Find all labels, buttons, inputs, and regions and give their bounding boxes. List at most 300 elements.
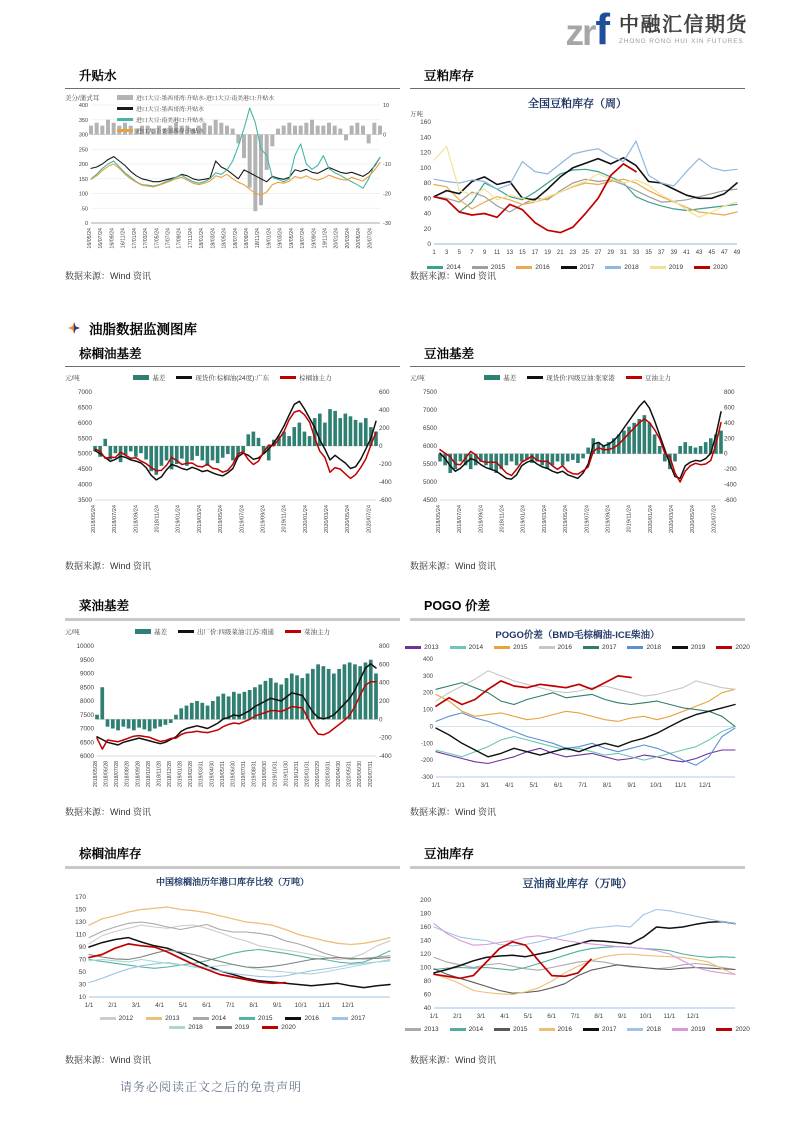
svg-text:3500: 3500	[77, 497, 92, 504]
svg-text:2018/07/28: 2018/07/28	[114, 761, 121, 787]
svg-text:350: 350	[78, 117, 88, 124]
svg-text:12/1: 12/1	[686, 1013, 699, 1020]
svg-text:8/1: 8/1	[594, 1013, 604, 1020]
legend-item: 2020	[716, 1026, 749, 1033]
legend-item: 进口大豆:南美港口:升贴水	[117, 115, 204, 124]
svg-text:41: 41	[683, 250, 690, 256]
data-source	[410, 805, 496, 818]
svg-text:6500: 6500	[77, 404, 92, 412]
svg-text:60: 60	[423, 195, 431, 203]
logo-mark	[565, 5, 610, 54]
legend-item: 豆油主力	[626, 373, 671, 382]
svg-text:2020/01/24: 2020/01/24	[647, 505, 654, 533]
svg-text:400: 400	[724, 419, 735, 427]
legend-item: 进口大豆:墨西哥湾:升贴水-进口大豆:南美港口:升贴水	[117, 93, 274, 102]
legend-item: 2017	[332, 1015, 365, 1022]
svg-text:5000: 5000	[422, 479, 437, 486]
svg-text:17/07/24: 17/07/24	[165, 228, 172, 249]
svg-text:4/1: 4/1	[505, 782, 514, 789]
svg-text:10000: 10000	[76, 643, 94, 650]
svg-text:6/1: 6/1	[202, 1002, 212, 1009]
data-source	[410, 269, 496, 282]
svg-text:1: 1	[432, 250, 436, 256]
svg-text:5500: 5500	[77, 435, 92, 443]
svg-text:170: 170	[75, 894, 86, 901]
svg-text:7500: 7500	[422, 389, 437, 396]
svg-text:2020/01/31: 2020/01/31	[304, 761, 311, 787]
svg-text:9/1: 9/1	[617, 1013, 627, 1020]
svg-text:2018/06/28: 2018/06/28	[103, 761, 110, 787]
svg-text:150: 150	[75, 906, 86, 914]
svg-text:9: 9	[482, 250, 487, 256]
axis-unit-label: 元/吨	[65, 629, 80, 636]
svg-text:49: 49	[733, 250, 741, 256]
legend-item: 2016	[285, 1015, 318, 1022]
legend-item: 2015	[494, 644, 527, 651]
svg-text:2020/04/30: 2020/04/30	[336, 761, 343, 787]
svg-text:18/11/24: 18/11/24	[255, 228, 262, 249]
svg-text:600: 600	[379, 661, 390, 669]
svg-text:19/07/24: 19/07/24	[300, 227, 307, 249]
svg-text:2020/01/24: 2020/01/24	[302, 505, 309, 533]
legend-item: 2014	[450, 1026, 483, 1033]
svg-text:17/01/24: 17/01/24	[131, 228, 138, 249]
svg-text:2019/05/24: 2019/05/24	[563, 505, 570, 533]
svg-text:2020/03/24: 2020/03/24	[324, 505, 331, 533]
legend	[65, 627, 400, 636]
chart-palm-basis	[65, 373, 400, 552]
svg-text:2018/07/24: 2018/07/24	[112, 505, 119, 533]
chart-heading-palm-basis: 棕榈油基差	[65, 344, 400, 367]
svg-text:160: 160	[420, 924, 431, 931]
data-source	[65, 805, 151, 818]
svg-text:17/03/24: 17/03/24	[143, 228, 150, 249]
axis-unit-label: 元/吨	[410, 375, 425, 382]
legend-item: 2016	[516, 264, 549, 271]
data-source-text: 数据来源：Wind 资讯	[65, 807, 152, 817]
svg-text:1/1: 1/1	[431, 782, 441, 789]
legend	[65, 373, 400, 382]
legend-item: 基差	[133, 373, 165, 382]
chart-title: 全国豆粕库存（周）	[528, 98, 627, 110]
chart-block-palm-basis	[65, 344, 400, 572]
plot-area	[410, 114, 745, 262]
svg-text:600: 600	[379, 389, 390, 396]
svg-text:100: 100	[422, 707, 433, 714]
svg-text:130: 130	[75, 919, 86, 926]
svg-text:19/01/24: 19/01/24	[266, 228, 273, 249]
chart-rapeoil-basis	[65, 627, 400, 814]
legend-item: 2019	[216, 1024, 249, 1031]
data-source-text: 数据来源：Wind 资讯	[410, 561, 497, 571]
svg-text:10: 10	[78, 994, 86, 1001]
svg-text:-30: -30	[383, 221, 391, 227]
svg-text:16/05/24: 16/05/24	[87, 228, 93, 249]
axis-unit-label: 元/吨	[65, 375, 80, 382]
svg-text:10/1: 10/1	[639, 1013, 652, 1020]
svg-text:-600: -600	[724, 497, 737, 504]
legend	[410, 1026, 750, 1033]
svg-text:-300: -300	[420, 775, 433, 781]
chart-title: POGO价差（BMD毛棕榈油-ICE柴油）	[495, 630, 660, 641]
svg-text:800: 800	[724, 389, 735, 396]
svg-text:40: 40	[423, 1005, 431, 1012]
svg-text:17: 17	[531, 250, 539, 256]
disclaimer-text: 请务必阅读正文之后的免责声明	[120, 1080, 303, 1094]
chart-block-palm-stock	[65, 844, 400, 1066]
svg-text:2020/03/24: 2020/03/24	[669, 505, 676, 533]
svg-text:29: 29	[607, 250, 615, 256]
svg-text:100: 100	[78, 191, 88, 198]
svg-text:19/11/24: 19/11/24	[322, 228, 329, 249]
svg-text:200: 200	[420, 897, 431, 904]
data-source-text: 数据来源：Wind 资讯	[410, 1055, 497, 1065]
svg-text:20/05/24: 20/05/24	[356, 228, 363, 249]
legend-item: 2018	[605, 264, 638, 271]
svg-text:3: 3	[444, 250, 449, 256]
svg-text:20/01/24: 20/01/24	[333, 228, 340, 249]
legend-item: 2014	[450, 644, 483, 651]
legend-item: 2019	[650, 264, 683, 271]
svg-text:2019/07/24: 2019/07/24	[239, 505, 246, 533]
chart-soyoil-stock	[410, 875, 750, 1033]
svg-text:25: 25	[582, 250, 589, 256]
data-source-text: 数据来源：Wind 资讯	[65, 1055, 152, 1065]
svg-text:2019/08/31: 2019/08/31	[251, 761, 258, 787]
svg-text:2020/07/31: 2020/07/31	[367, 761, 374, 787]
legend-item: 基差	[484, 373, 516, 382]
svg-text:400: 400	[379, 407, 390, 414]
svg-text:2020/03/31: 2020/03/31	[325, 761, 332, 787]
data-source	[65, 269, 151, 282]
data-source-text: 数据来源：Wind 资讯	[410, 271, 497, 281]
legend	[83, 1015, 383, 1031]
svg-text:7500: 7500	[79, 711, 94, 719]
svg-text:140: 140	[420, 134, 431, 142]
chart-block-soymeal-stock	[410, 66, 745, 282]
chart-heading-premium: 升贴水	[65, 66, 400, 89]
svg-text:18/05/24: 18/05/24	[221, 228, 228, 249]
legend-item: 2012	[100, 1015, 133, 1022]
legend-item: 2018	[169, 1024, 202, 1031]
svg-text:6000: 6000	[77, 419, 92, 427]
legend-item: 2014	[193, 1015, 226, 1022]
svg-text:2019/05/31: 2019/05/31	[219, 761, 226, 787]
svg-text:7: 7	[470, 250, 474, 256]
svg-text:180: 180	[420, 910, 431, 918]
legend-item: 2017	[583, 644, 616, 651]
svg-text:2019/12/31: 2019/12/31	[293, 761, 300, 787]
svg-text:19/03/24: 19/03/24	[277, 228, 284, 249]
svg-text:2018/09/28: 2018/09/28	[135, 761, 142, 787]
svg-text:2019/09/24: 2019/09/24	[605, 505, 612, 533]
svg-text:2018/09/24: 2018/09/24	[133, 505, 140, 533]
svg-text:20/03/24: 20/03/24	[344, 228, 351, 249]
legend-item: 2016	[539, 644, 572, 651]
svg-text:8/1: 8/1	[249, 1002, 259, 1009]
svg-text:2019/05/24: 2019/05/24	[218, 505, 225, 533]
svg-text:6/1: 6/1	[553, 782, 563, 789]
svg-text:-100: -100	[420, 741, 433, 748]
svg-text:1/1: 1/1	[84, 1002, 94, 1009]
svg-text:2018/11/28: 2018/11/28	[156, 761, 163, 787]
svg-text:4000: 4000	[77, 481, 92, 489]
svg-text:3/1: 3/1	[480, 782, 490, 789]
svg-text:17/11/24: 17/11/24	[187, 228, 194, 249]
svg-text:9/1: 9/1	[272, 1002, 282, 1009]
legend	[410, 373, 745, 382]
legend-item: 现货价:四级豆油:张家港	[527, 373, 615, 382]
svg-text:0: 0	[84, 221, 88, 227]
svg-text:300: 300	[78, 132, 88, 139]
svg-text:50: 50	[81, 206, 88, 213]
legend-item: 2014	[427, 264, 460, 271]
svg-text:9/1: 9/1	[627, 782, 637, 789]
svg-text:200: 200	[379, 425, 390, 432]
svg-text:0: 0	[383, 132, 387, 139]
svg-text:12/1: 12/1	[341, 1002, 354, 1009]
data-source-text: 数据来源：Wind 资讯	[65, 561, 152, 571]
svg-text:2019/01/24: 2019/01/24	[175, 505, 182, 533]
svg-text:7/1: 7/1	[578, 782, 588, 789]
svg-text:6000: 6000	[422, 443, 437, 450]
chart-heading-pogo-spread: POGO 价差	[410, 596, 745, 621]
logo-zr-text: zr	[565, 11, 595, 53]
svg-text:21: 21	[556, 250, 564, 256]
svg-text:3/1: 3/1	[476, 1013, 486, 1020]
svg-text:47: 47	[721, 250, 728, 256]
svg-text:2018/08/28: 2018/08/28	[124, 761, 131, 787]
svg-text:2/1: 2/1	[456, 782, 465, 789]
svg-text:11/1: 11/1	[318, 1002, 331, 1009]
legend-item: 2017	[561, 264, 594, 271]
chart-heading-soymeal-stock: 豆粕库存	[410, 66, 745, 89]
svg-text:2019/02/28: 2019/02/28	[188, 761, 195, 787]
svg-text:2018/05/28: 2018/05/28	[93, 761, 99, 787]
svg-text:60: 60	[423, 991, 431, 999]
plot-area	[65, 384, 400, 552]
svg-text:2020/05/31: 2020/05/31	[346, 761, 353, 787]
svg-text:-200: -200	[420, 758, 433, 765]
svg-text:2019/04/30: 2019/04/30	[209, 761, 216, 787]
svg-text:2019/03/31: 2019/03/31	[198, 761, 205, 787]
svg-text:2019/10/31: 2019/10/31	[272, 761, 279, 787]
svg-text:6500: 6500	[79, 739, 94, 747]
legend-item: 2015	[472, 264, 505, 271]
svg-text:18/01/24: 18/01/24	[199, 228, 206, 249]
legend-item: 2017	[583, 1026, 616, 1033]
svg-text:2020/07/24: 2020/07/24	[366, 505, 373, 533]
svg-text:13: 13	[506, 250, 514, 256]
svg-text:2020/02/29: 2020/02/29	[314, 761, 321, 787]
svg-text:2020/05/24: 2020/05/24	[345, 505, 352, 533]
legend-item: 2018	[627, 1026, 660, 1033]
svg-text:6000: 6000	[79, 753, 94, 760]
company-name-en: ZHONG RONG HUI XIN FUTURES	[619, 38, 744, 46]
data-source	[410, 1053, 496, 1066]
legend-item: 2013	[405, 644, 438, 651]
svg-text:20/07/24: 20/07/24	[367, 228, 374, 249]
legend-item: 2020	[694, 264, 727, 271]
legend-item: 2013	[146, 1015, 179, 1022]
svg-text:43: 43	[695, 250, 703, 256]
svg-text:2019/11/30: 2019/11/30	[283, 761, 290, 787]
svg-text:10/1: 10/1	[650, 782, 663, 789]
svg-text:12/1: 12/1	[698, 782, 712, 789]
svg-text:-200: -200	[379, 734, 392, 742]
svg-text:18/03/24: 18/03/24	[210, 228, 217, 249]
legend-item: 进口大豆:墨西哥湾:升贴水	[117, 104, 204, 113]
svg-text:2019/06/30: 2019/06/30	[230, 761, 237, 787]
svg-text:2/1: 2/1	[108, 1002, 117, 1009]
chart-block-premium	[65, 66, 400, 282]
svg-text:-200: -200	[724, 466, 737, 474]
svg-text:5/1: 5/1	[529, 782, 539, 789]
svg-text:400: 400	[379, 679, 390, 687]
svg-text:2/1: 2/1	[453, 1013, 462, 1020]
svg-text:-400: -400	[379, 479, 392, 486]
svg-text:37: 37	[657, 250, 665, 256]
svg-text:9000: 9000	[79, 670, 94, 678]
legend	[117, 93, 274, 135]
svg-text:120: 120	[420, 149, 431, 157]
svg-text:7000: 7000	[77, 389, 92, 396]
legend-item: 菜油主力	[285, 627, 330, 636]
svg-text:160: 160	[420, 119, 431, 126]
svg-text:5: 5	[457, 250, 461, 256]
plot-area	[410, 384, 745, 552]
svg-text:2018/07/24: 2018/07/24	[457, 505, 464, 533]
svg-text:300: 300	[422, 673, 433, 680]
svg-text:400: 400	[422, 657, 433, 663]
svg-text:19: 19	[544, 250, 551, 256]
axis-unit-label: 万吨	[410, 111, 423, 118]
svg-text:33: 33	[632, 250, 640, 256]
svg-text:0: 0	[379, 443, 383, 450]
svg-text:40: 40	[423, 210, 431, 218]
svg-text:39: 39	[670, 250, 678, 256]
legend-item: 现货价:棕榈油(24度):广东	[176, 373, 269, 382]
svg-text:1/1: 1/1	[429, 1013, 439, 1020]
svg-text:31: 31	[620, 250, 627, 256]
legend	[410, 644, 750, 651]
svg-text:16/07/24: 16/07/24	[98, 228, 105, 249]
svg-text:30: 30	[78, 981, 86, 989]
chart-heading-soyoil-stock: 豆油库存	[410, 844, 745, 869]
svg-text:8/1: 8/1	[602, 782, 612, 789]
svg-text:11: 11	[494, 250, 501, 256]
svg-text:16/11/24: 16/11/24	[120, 228, 127, 249]
svg-text:-400: -400	[379, 753, 392, 760]
svg-text:-20: -20	[383, 191, 391, 198]
legend-item: 基差	[135, 627, 167, 636]
chart-premium-discount	[65, 95, 400, 267]
svg-text:-200: -200	[379, 461, 392, 468]
svg-text:2019/09/30: 2019/09/30	[262, 761, 269, 787]
svg-text:20: 20	[423, 225, 431, 233]
svg-text:2018/05/24: 2018/05/24	[436, 505, 442, 533]
chart-soyoil-basis	[410, 373, 745, 552]
company-name-cn: 中融汇信期货	[619, 14, 748, 37]
svg-text:23: 23	[569, 250, 577, 256]
svg-text:2019/01/28: 2019/01/28	[177, 761, 184, 787]
legend-item: 2019	[672, 1026, 705, 1033]
svg-text:200: 200	[78, 162, 88, 168]
chart-soymeal-stock	[410, 95, 745, 271]
chart-title: 豆油商业库存（万吨）	[522, 878, 633, 890]
legend-item: 进口大豆:美国西岸:升贴水	[117, 126, 204, 135]
legend-item: 2020	[716, 644, 749, 651]
svg-text:6/1: 6/1	[547, 1013, 557, 1020]
chart-heading-soyoil-basis: 豆油基差	[410, 344, 745, 367]
svg-text:0: 0	[379, 716, 383, 724]
svg-text:6500: 6500	[422, 425, 437, 432]
svg-text:7/1: 7/1	[570, 1013, 580, 1020]
svg-text:-400: -400	[724, 481, 737, 489]
svg-text:17/05/24: 17/05/24	[154, 228, 161, 249]
svg-text:7000: 7000	[79, 725, 94, 733]
legend-item: 2013	[405, 1026, 438, 1033]
svg-text:19/09/24: 19/09/24	[311, 228, 318, 249]
svg-text:18/07/24: 18/07/24	[232, 228, 239, 249]
sparkle-icon	[68, 322, 80, 334]
svg-text:0: 0	[429, 724, 433, 731]
chart-palm-stock	[65, 875, 400, 1031]
svg-text:800: 800	[379, 643, 390, 650]
svg-text:2018/11/24: 2018/11/24	[154, 505, 161, 533]
svg-text:2020/05/24: 2020/05/24	[690, 505, 697, 533]
svg-text:150: 150	[78, 176, 88, 183]
svg-text:2019/07/24: 2019/07/24	[584, 505, 591, 533]
svg-text:2018/11/24: 2018/11/24	[499, 505, 506, 533]
legend-item: 2015	[494, 1026, 527, 1033]
svg-text:200: 200	[422, 690, 433, 697]
svg-text:80: 80	[423, 978, 431, 985]
svg-text:250: 250	[78, 147, 88, 154]
svg-text:200: 200	[379, 698, 390, 705]
svg-text:4500: 4500	[422, 497, 437, 504]
svg-text:10: 10	[383, 103, 390, 109]
svg-text:2019/11/24: 2019/11/24	[281, 505, 288, 533]
svg-text:5/1: 5/1	[523, 1013, 533, 1020]
legend-item: 2020	[262, 1024, 295, 1031]
svg-text:-10: -10	[383, 162, 391, 168]
svg-text:5/1: 5/1	[178, 1002, 188, 1009]
svg-text:100: 100	[420, 964, 431, 972]
svg-text:5500: 5500	[422, 461, 437, 468]
svg-text:8000: 8000	[79, 698, 94, 705]
company-logo	[565, 5, 748, 54]
svg-text:80: 80	[423, 180, 431, 187]
section-title: 油脂数据监测图库	[89, 322, 197, 337]
svg-text:7000: 7000	[422, 407, 437, 414]
svg-text:15: 15	[519, 250, 526, 256]
svg-text:4/1: 4/1	[155, 1002, 164, 1009]
svg-text:2020/07/24: 2020/07/24	[711, 505, 718, 533]
section-header	[68, 318, 197, 338]
svg-text:2018/10/28: 2018/10/28	[145, 761, 152, 787]
axis-unit-label: 美分/蒲式耳	[65, 95, 100, 102]
chart-block-pogo-spread	[410, 596, 750, 818]
svg-text:2019/09/24: 2019/09/24	[260, 505, 267, 533]
chart-block-rapeoil-basis	[65, 596, 400, 818]
legend-item: 2016	[539, 1026, 572, 1033]
chart-heading-palm-stock: 棕榈油库存	[65, 844, 400, 869]
svg-text:90: 90	[78, 944, 86, 951]
svg-text:120: 120	[420, 951, 431, 958]
svg-text:0: 0	[427, 241, 431, 248]
logo-f-text: f	[595, 5, 610, 54]
